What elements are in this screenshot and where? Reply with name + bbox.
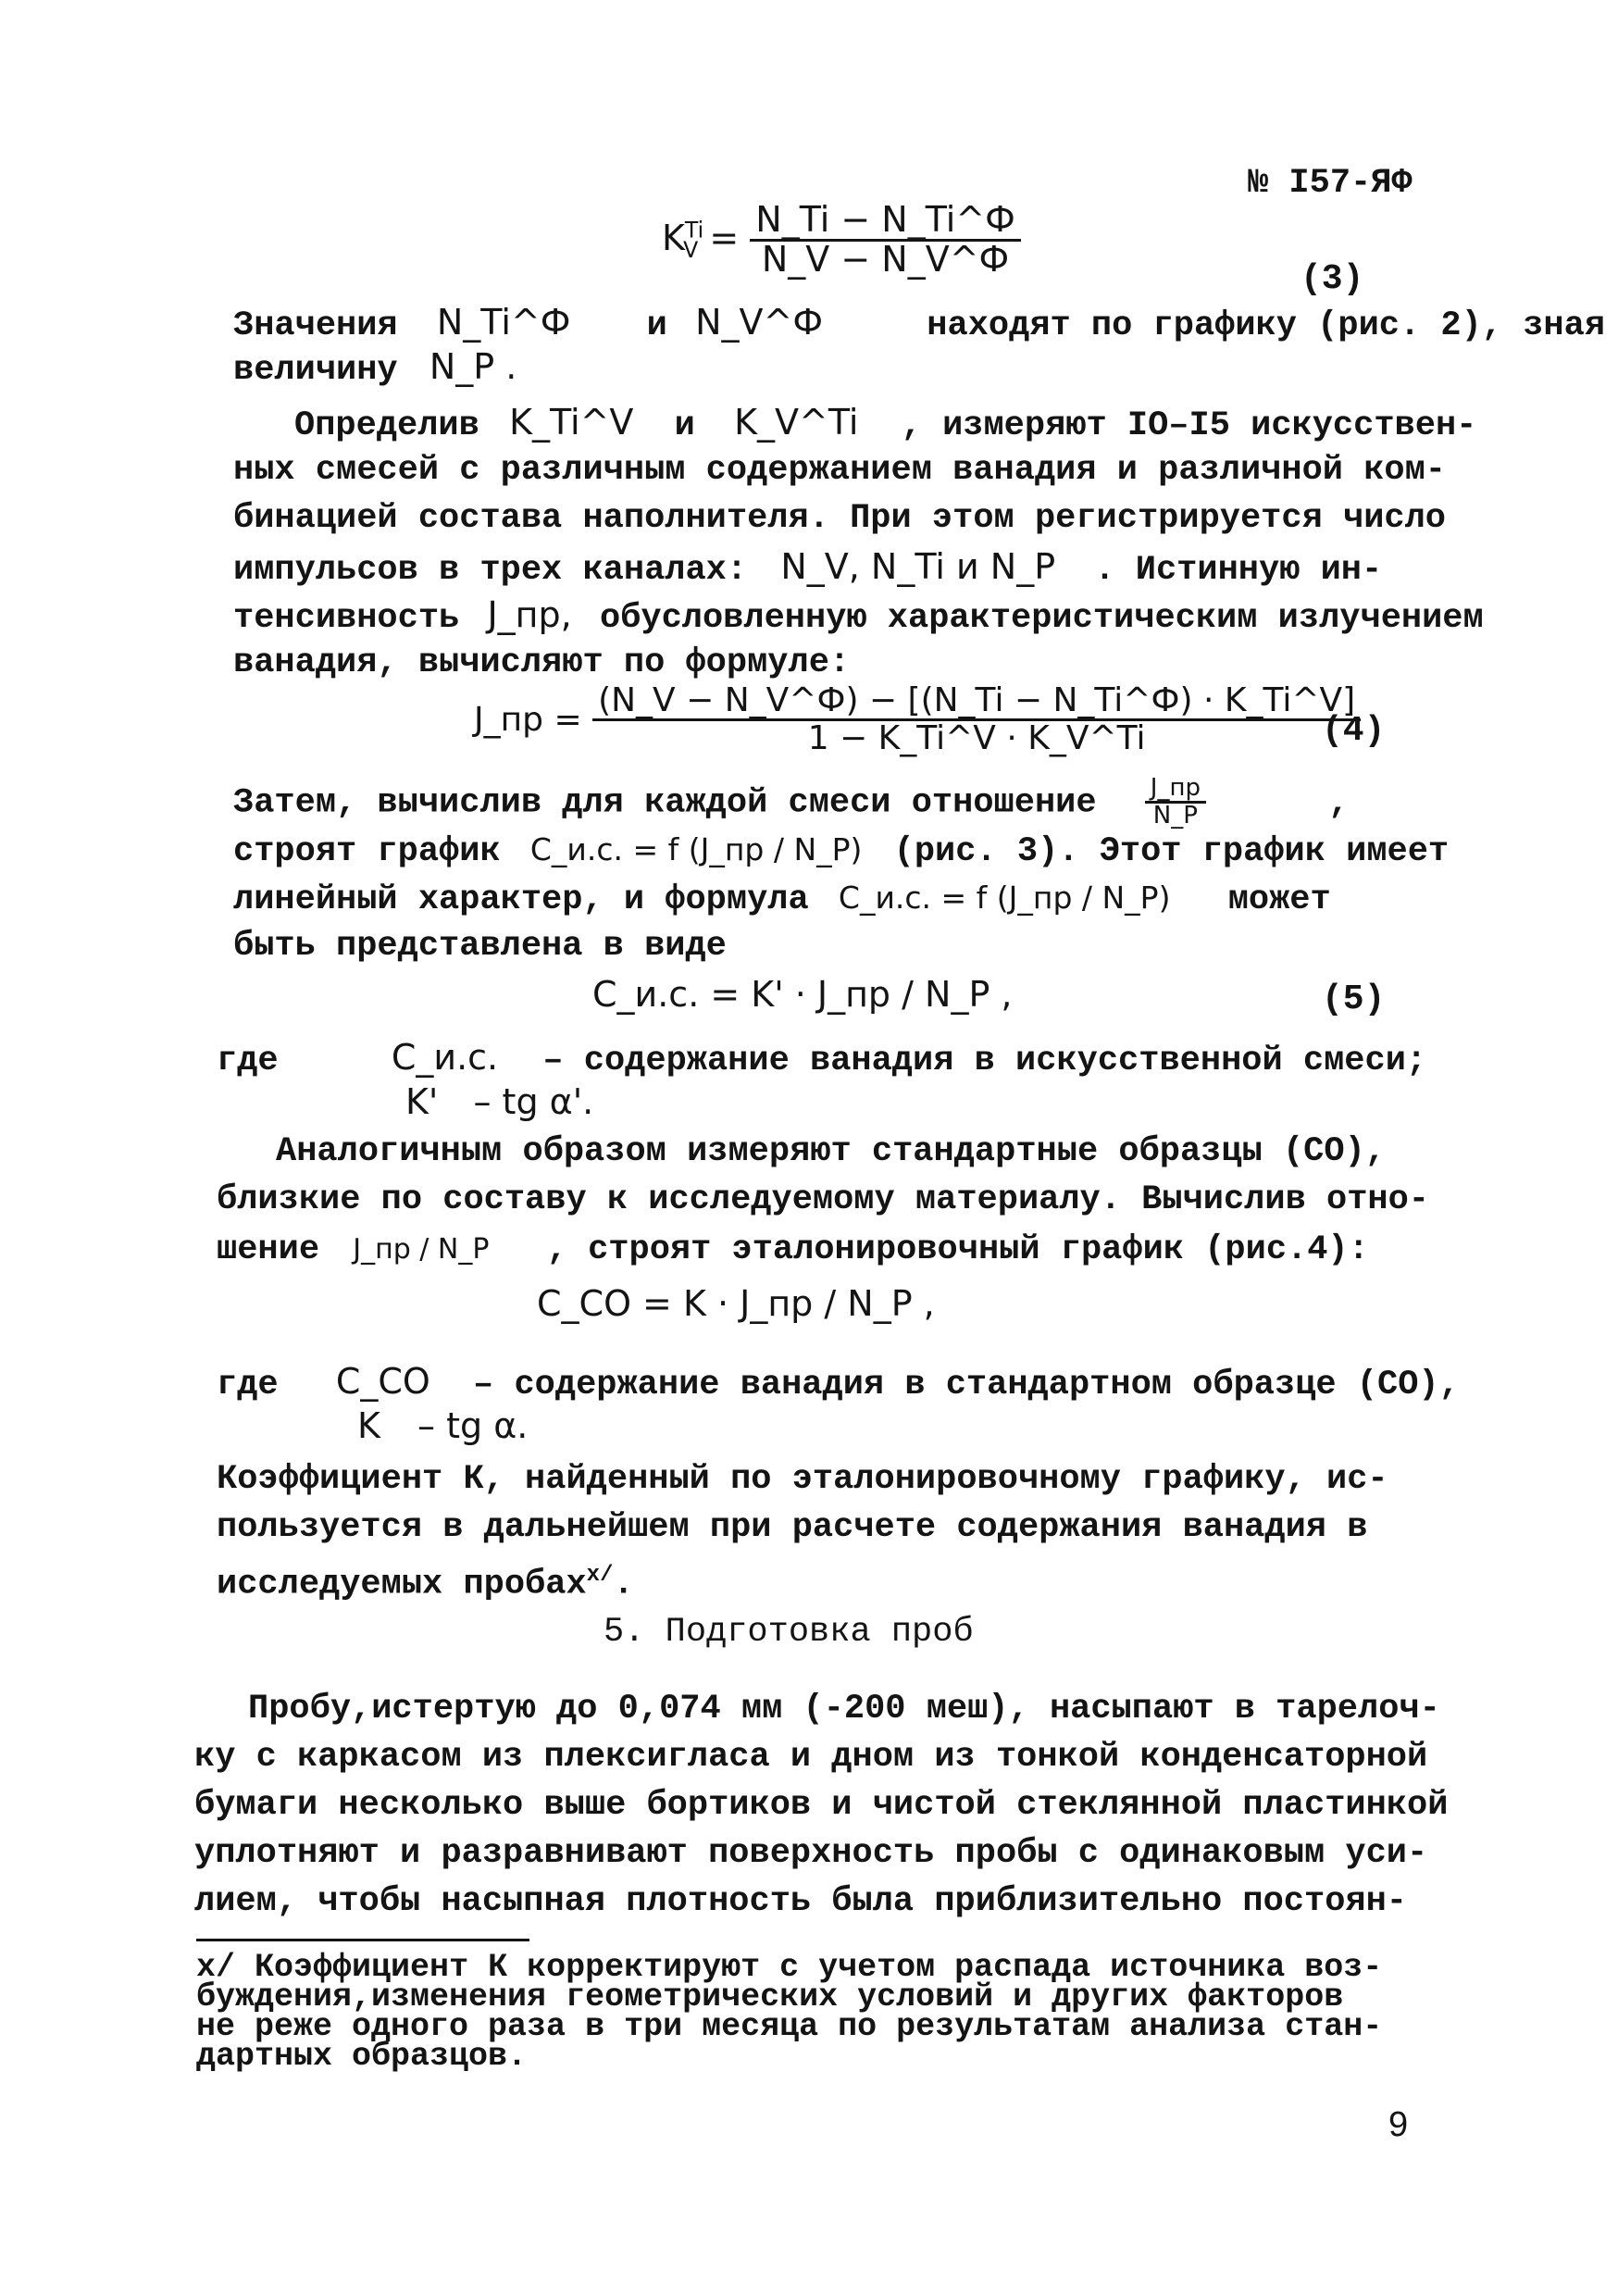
where2-line1: где C_CO – содержание ванадия в стандартном образце (СО),	[217, 1361, 1460, 1404]
where1-line1: где C_и.с. – содержание ванадия в искусственной смеси;	[217, 1037, 1427, 1080]
eq3-fraction	[750, 199, 1021, 280]
para4-line2: близкие по составу к исследуемому материалу. Вычислив отно-	[217, 1180, 1430, 1219]
footnote-line2: буждения,изменения геометрических условий и других факторов	[196, 1978, 1344, 2015]
eq5-number: (5)	[1322, 980, 1386, 1019]
page-number: 9	[1388, 2105, 1409, 2144]
section-heading: 5. Подготовка проб	[604, 1613, 974, 1652]
footnote-mark: x/	[196, 1949, 236, 1986]
eq3-number: (3)	[1301, 259, 1364, 299]
where1-line2: K' – tg α'.	[405, 1081, 594, 1122]
para6-line3: бумаги несколько выше бортиков и чистой стеклянной пластинкой	[194, 1786, 1449, 1825]
para1-line1: Значения N_Ti^Ф и N_V^Ф находят по графику (рис. 2), зная	[233, 302, 1606, 345]
para3-line4: быть представлена в виде	[233, 927, 727, 966]
eq3-denominator: N_V − N_V^Ф	[761, 238, 1010, 280]
document-number: № I57-ЯФ	[1248, 164, 1413, 203]
eq3-numerator: N_Ti − N_Ti^Ф	[750, 202, 1021, 242]
para4-line1: Аналогичным образом измеряют стандартные образцы (СО),	[276, 1132, 1386, 1171]
para5-line2: пользуется в дальнейшем при расчете содержания ванадия в	[217, 1508, 1368, 1547]
para2-line3: бинацией состава наполнителя. При этом регистрируется число	[233, 499, 1447, 538]
equation-6: C_CO = K · J_пр / N_P ,	[537, 1283, 935, 1324]
eq3-lhs: $K^{Ti}_V$	[662, 217, 704, 264]
para3-line1: Затем, вычислив для каждой смеси отношение $\frac{J\_пр}{N\_P}$ ,	[233, 774, 1350, 830]
para2-line5: тенсивность J_пр, обусловленную характеристическим излучением	[233, 594, 1484, 638]
equation-5: C_и.с. = K' · J_пр / N_P ,	[592, 974, 1013, 1015]
footnote-line3: не реже одного раза в три месяца по результатам анализа стан-	[196, 2008, 1383, 2045]
para2-line6: ванадия, вычисляют по формуле:	[233, 643, 851, 682]
eq4-numerator: (N_V − N_V^Ф) − [(N_Ti − N_Ti^Ф) · K_Ti^V]	[592, 683, 1361, 721]
para2-line4: импульсов в трех каналах: N_V, N_Ti и N_P . Истинную ин-	[233, 546, 1383, 590]
equation-4	[474, 683, 1361, 756]
para2-line1: Определив K_Ti^V и K_V^Ti , измеряют IO–I5 искусствен-	[294, 402, 1477, 445]
where2-line2: K – tg α.	[357, 1405, 529, 1446]
footnote-line4: дартных образцов.	[196, 2038, 528, 2075]
para3-line2: строят график C_и.с. = f (J_пр / N_P) (рис. 3). Этот график имеет	[233, 831, 1450, 871]
para6-line1: Пробу,истертую до 0,074 мм (-200 меш), насыпают в тарелоч-	[248, 1690, 1440, 1728]
eq4-lhs: J_пр =	[474, 700, 582, 739]
para2-line2: ных смесей с различным содержанием ванадия и различной ком-	[233, 451, 1447, 490]
footnote-line1: x/ Коэффициент К корректируют с учетом распада источника воз-	[196, 1949, 1383, 1986]
para3-fraction: $\frac{J\_пр}{N\_P}$	[1145, 776, 1206, 830]
eq4-fraction	[592, 683, 1361, 756]
para5-line1: Коэффициент К, найденный по эталонировочному графику, ис-	[217, 1460, 1388, 1499]
para6-line5: лием, чтобы насыпная плотность была приблизительно постоян-	[194, 1882, 1408, 1921]
footnote-divider	[196, 1939, 529, 1941]
equation-3: $K^{Ti}_V$ = $\frac{N\_Ti - N\_Ti\^{}Ф}{N\_V - N\_V\^{}Ф}$	[662, 202, 1021, 279]
eq4-number: (4)	[1322, 711, 1386, 751]
para1-line2: величину N_P .	[233, 346, 517, 390]
para4-line3: шение J_пр / N_P , строят эталонировочный график (рис.4):	[217, 1230, 1369, 1269]
eq4-denominator: 1 − K_Ti^V · K_V^Ti	[807, 718, 1146, 757]
para3-line3: линейный характер, и формула C_и.с. = f (J_пр / N_P) может	[233, 880, 1331, 919]
para6-line2: ку с каркасом из плексигласа и дном из тонкой конденсаторной	[194, 1738, 1428, 1777]
para5-line3: исследуемых пробах$^{x/}$.	[217, 1563, 634, 1604]
para6-line4: уплотняют и разравнивают поверхность пробы с одинаковым уси-	[194, 1834, 1428, 1873]
